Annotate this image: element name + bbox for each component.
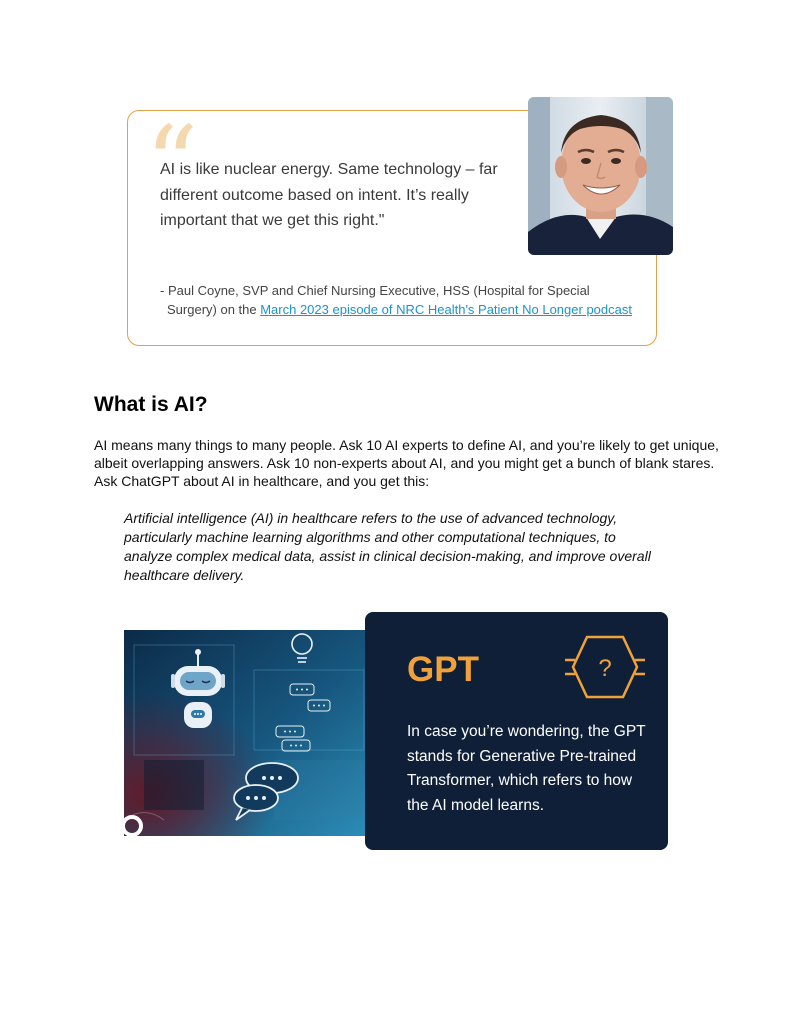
- attribution-line-1: - Paul Coyne, SVP and Chief Nursing Executive, HSS (Hospital for Special: [160, 283, 590, 298]
- chatgpt-quote: Artificial intelligence (AI) in healthcare refers to the use of advanced technology, particularly machine learning algorithms and other computational techniques, to analyze complex medical data, assist in clinical decision-making, and improve overall healthcare delivery.: [124, 510, 651, 583]
- section-title: What is AI?: [94, 393, 208, 416]
- gpt-title: GPT: [407, 650, 479, 689]
- gpt-info-card: [365, 612, 668, 850]
- speaker-photo: [528, 97, 673, 255]
- question-chip-icon: [565, 632, 645, 707]
- attribution-line-2: [160, 300, 640, 319]
- svg-text:?: ?: [598, 655, 612, 682]
- ai-illustration: [124, 630, 374, 836]
- podcast-link[interactable]: March 2023 episode of NRC Health's Patient No Longer podcast: [260, 302, 632, 317]
- quote-mark-icon: “: [145, 103, 199, 225]
- gpt-description: In case you’re wondering, the GPT stands for Generative Pre-trained Transformer, which refers to how the AI model learns.: [407, 723, 646, 814]
- attribution-prefix: Surgery) on the: [167, 302, 261, 317]
- quote-attribution: [160, 281, 640, 319]
- quote-text: AI is like nuclear energy. Same technology – far different outcome based on intent. It’s really important that we get this right.": [160, 161, 498, 229]
- intro-paragraph: AI means many things to many people. Ask 10 AI experts to define AI, and you’re likely to get unique, albeit overlapping answers. Ask 10 non-experts about AI, and you might get a bunch of blank stares. Ask ChatGPT about AI in healthcare, and you get this:: [94, 437, 719, 489]
